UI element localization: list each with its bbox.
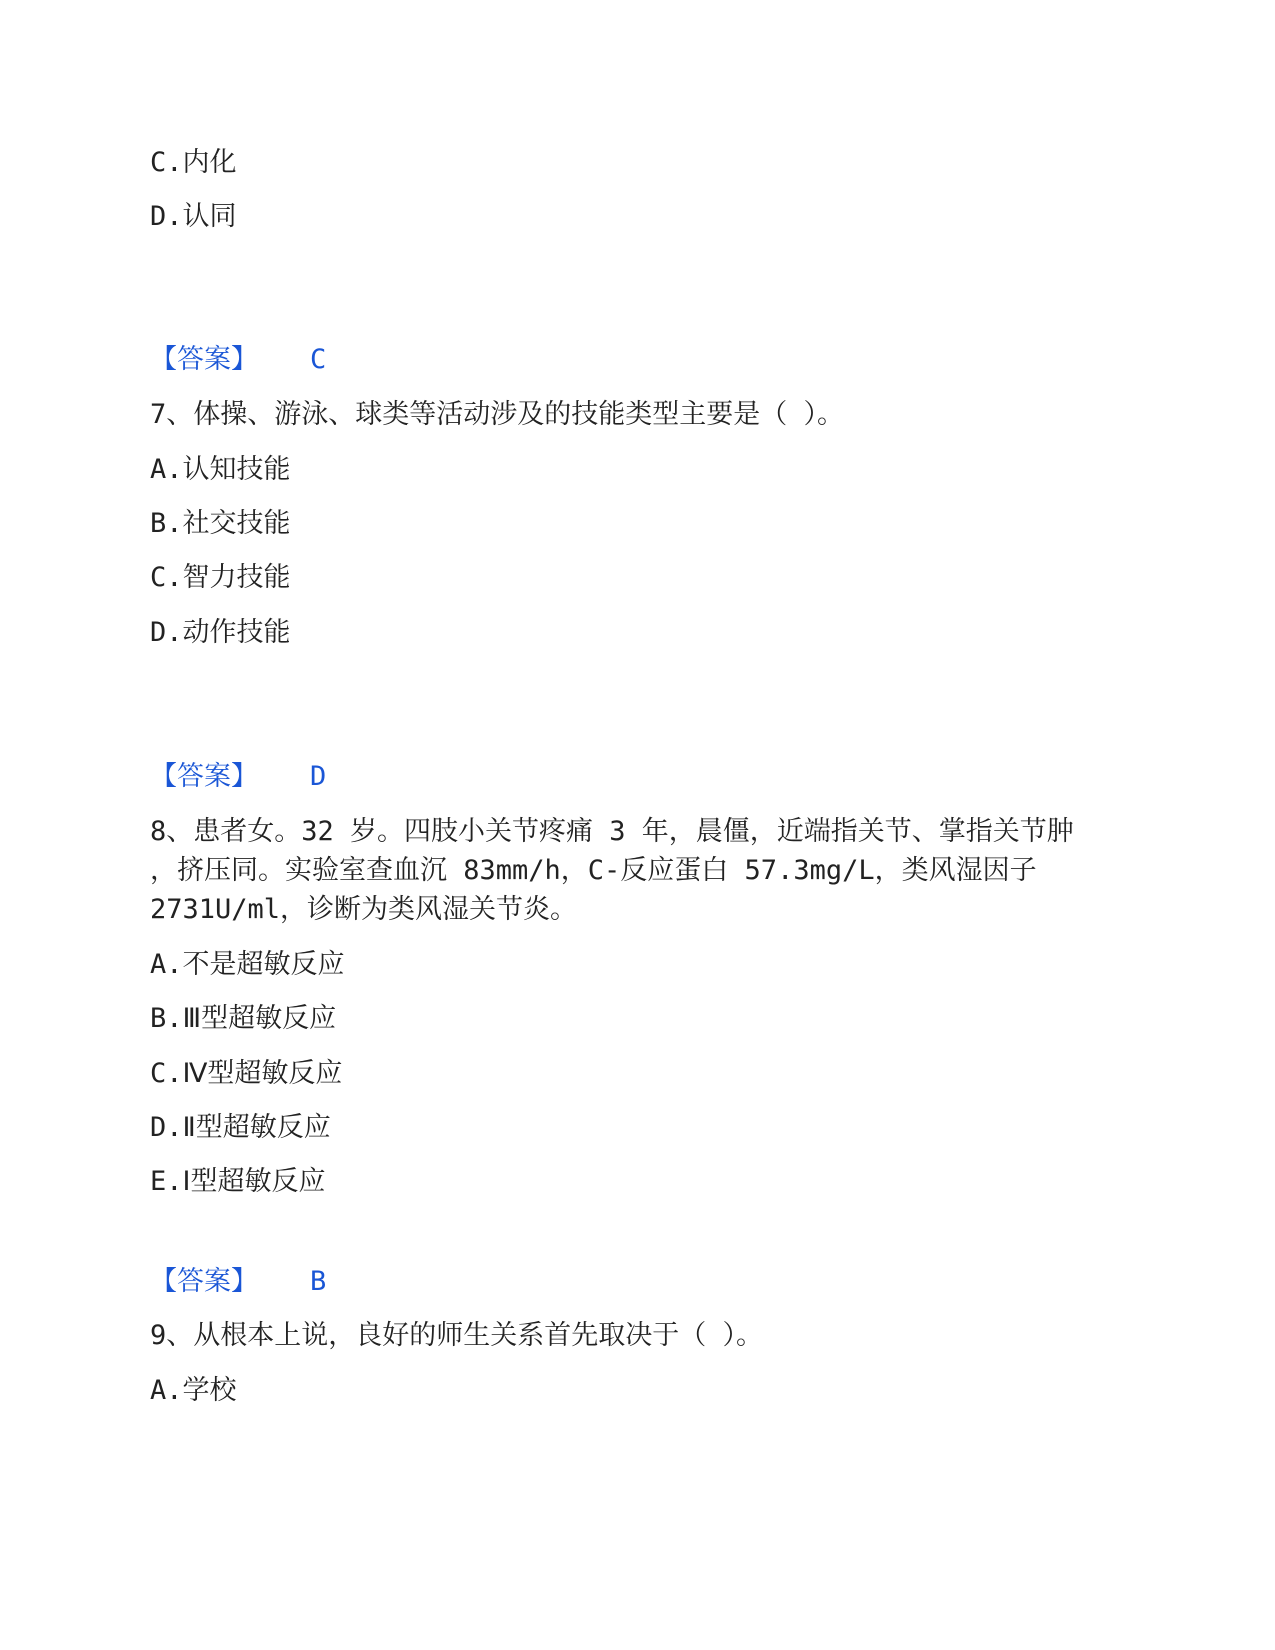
question-8-stem-line-1: 8、患者女。32 岁。四肢小关节疼痛 3 年，晨僵，近端指关节、掌指关节肿 [150,816,1074,847]
question-8-option-c: C.Ⅳ型超敏反应 [150,1058,343,1089]
question-7-option-d: D.动作技能 [150,617,291,648]
answer-label: 【答案】 [150,1266,258,1297]
answer-value: C [310,344,327,375]
prev-option-c: C.内化 [150,147,237,178]
question-8-option-b: B.Ⅲ型超敏反应 [150,1003,337,1034]
question-8-stem-line-2: ，挤压同。实验室查血沉 83mm/h，C-反应蛋白 57.3mg/L，类风湿因子 [150,855,1037,886]
answer-row [150,340,326,380]
question-7-stem: 7、体操、游泳、球类等活动涉及的技能类型主要是（ ）。 [150,399,845,430]
answer-row [150,1262,326,1302]
answer-label: 【答案】 [150,344,258,375]
question-7-option-c: C.智力技能 [150,562,291,593]
question-9-option-a: A.学校 [150,1375,237,1406]
question-7-option-b: B.社交技能 [150,508,291,539]
prev-option-d: D.认同 [150,201,237,232]
question-8-stem-line-3: 2731U/ml，诊断为类风湿关节炎。 [150,894,578,925]
question-8-option-d: D.Ⅱ型超敏反应 [150,1112,331,1143]
answer-row [150,757,326,797]
question-8-option-a: A.不是超敏反应 [150,949,345,980]
answer-label: 【答案】 [150,761,258,792]
question-9-stem: 9、从根本上说，良好的师生关系首先取决于（ ）。 [150,1320,764,1351]
answer-value: D [310,761,327,792]
answer-value: B [310,1266,327,1297]
question-7-option-a: A.认知技能 [150,454,291,485]
question-8-option-e: E.Ⅰ型超敏反应 [150,1166,326,1197]
